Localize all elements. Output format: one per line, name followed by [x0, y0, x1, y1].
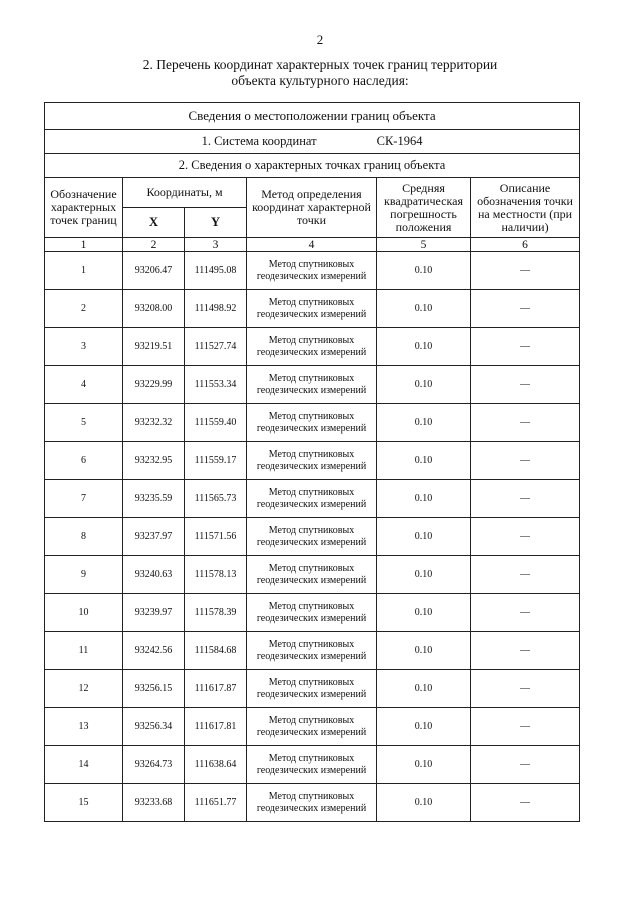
cell-point: 5 — [45, 404, 123, 442]
table-row — [45, 746, 580, 784]
col-header-error: Средняя квадратическая погрешность положения — [377, 178, 471, 238]
cell-description: — — [471, 328, 580, 366]
cell-error: 0.10 — [377, 518, 471, 556]
cell-x: 93232.32 — [123, 404, 185, 442]
cell-description: — — [471, 670, 580, 708]
table-row — [45, 784, 580, 822]
cell-error: 0.10 — [377, 442, 471, 480]
table-header-info: Сведения о местоположении границ объекта — [45, 103, 580, 130]
col-header-description: Описание обозначения точки на местности (при наличии) — [471, 178, 580, 238]
cell-x: 93229.99 — [123, 366, 185, 404]
col-number-4: 4 — [247, 238, 377, 252]
cell-method: Метод спутниковых геодезических измерений — [247, 632, 377, 670]
cell-error: 0.10 — [377, 328, 471, 366]
cell-point: 13 — [45, 708, 123, 746]
cell-x: 93256.34 — [123, 708, 185, 746]
table-row — [45, 404, 580, 442]
col-number-3: 3 — [185, 238, 247, 252]
cell-point: 11 — [45, 632, 123, 670]
cell-point: 4 — [45, 366, 123, 404]
coordinate-system-label: 1. Система координат — [201, 134, 317, 148]
cell-method: Метод спутниковых геодезических измерений — [247, 328, 377, 366]
cell-description: — — [471, 252, 580, 290]
cell-method: Метод спутниковых геодезических измерений — [247, 480, 377, 518]
cell-error: 0.10 — [377, 252, 471, 290]
coordinate-system-value: СК-1964 — [376, 134, 423, 148]
table-row — [45, 670, 580, 708]
document-title — [90, 57, 550, 89]
table-row — [45, 518, 580, 556]
cell-description: — — [471, 632, 580, 670]
col-header-coords: Координаты, м — [123, 178, 247, 208]
cell-method: Метод спутниковых геодезических измерений — [247, 594, 377, 632]
cell-x: 93242.56 — [123, 632, 185, 670]
cell-point: 6 — [45, 442, 123, 480]
coordinate-system-row — [45, 130, 580, 154]
table-row — [45, 442, 580, 480]
cell-error: 0.10 — [377, 708, 471, 746]
cell-y: 111527.74 — [185, 328, 247, 366]
cell-description: — — [471, 480, 580, 518]
table-row — [45, 252, 580, 290]
cell-description: — — [471, 746, 580, 784]
cell-method: Метод спутниковых геодезических измерений — [247, 670, 377, 708]
cell-point: 15 — [45, 784, 123, 822]
cell-description: — — [471, 594, 580, 632]
table-row — [45, 480, 580, 518]
cell-y: 111617.81 — [185, 708, 247, 746]
cell-error: 0.10 — [377, 366, 471, 404]
cell-description: — — [471, 556, 580, 594]
cell-y: 111495.08 — [185, 252, 247, 290]
cell-point: 1 — [45, 252, 123, 290]
cell-error: 0.10 — [377, 632, 471, 670]
cell-method: Метод спутниковых геодезических измерений — [247, 442, 377, 480]
cell-x: 93232.95 — [123, 442, 185, 480]
cell-point: 7 — [45, 480, 123, 518]
cell-x: 93219.51 — [123, 328, 185, 366]
cell-error: 0.10 — [377, 480, 471, 518]
cell-method: Метод спутниковых геодезических измерений — [247, 784, 377, 822]
cell-method: Метод спутниковых геодезических измерений — [247, 404, 377, 442]
table-row — [45, 708, 580, 746]
cell-description: — — [471, 784, 580, 822]
cell-method: Метод спутниковых геодезических измерений — [247, 290, 377, 328]
cell-x: 93240.63 — [123, 556, 185, 594]
cell-y: 111571.56 — [185, 518, 247, 556]
coordinates-table — [44, 102, 580, 822]
cell-x: 93256.15 — [123, 670, 185, 708]
cell-error: 0.10 — [377, 404, 471, 442]
cell-point: 3 — [45, 328, 123, 366]
cell-point: 8 — [45, 518, 123, 556]
cell-method: Метод спутниковых геодезических измерений — [247, 746, 377, 784]
cell-error: 0.10 — [377, 784, 471, 822]
cell-y: 111553.34 — [185, 366, 247, 404]
cell-method: Метод спутниковых геодезических измерений — [247, 252, 377, 290]
cell-method: Метод спутниковых геодезических измерений — [247, 556, 377, 594]
table-row — [45, 366, 580, 404]
cell-y: 111565.73 — [185, 480, 247, 518]
col-header-method: Метод определения координат характерной точки — [247, 178, 377, 238]
title-line-1: 2. Перечень координат характерных точек границ территории — [142, 57, 498, 72]
cell-error: 0.10 — [377, 290, 471, 328]
cell-point: 9 — [45, 556, 123, 594]
cell-x: 93239.97 — [123, 594, 185, 632]
table-row — [45, 594, 580, 632]
cell-x: 93208.00 — [123, 290, 185, 328]
cell-error: 0.10 — [377, 670, 471, 708]
col-number-6: 6 — [471, 238, 580, 252]
col-header-point: Обозначение характерных точек границ — [45, 178, 123, 238]
page-number: 2 — [316, 32, 324, 47]
cell-y: 111559.17 — [185, 442, 247, 480]
cell-point: 12 — [45, 670, 123, 708]
table-row — [45, 556, 580, 594]
cell-error: 0.10 — [377, 556, 471, 594]
cell-point: 2 — [45, 290, 123, 328]
cell-description: — — [471, 442, 580, 480]
title-line-2: объекта культурного наследия: — [231, 73, 409, 88]
cell-method: Метод спутниковых геодезических измерений — [247, 708, 377, 746]
cell-description: — — [471, 518, 580, 556]
table-row — [45, 290, 580, 328]
cell-method: Метод спутниковых геодезических измерений — [247, 366, 377, 404]
col-number-2: 2 — [123, 238, 185, 252]
cell-x: 93264.73 — [123, 746, 185, 784]
cell-x: 93237.97 — [123, 518, 185, 556]
cell-method: Метод спутниковых геодезических измерений — [247, 518, 377, 556]
cell-point: 14 — [45, 746, 123, 784]
cell-y: 111638.64 — [185, 746, 247, 784]
col-header-x: X — [123, 208, 185, 238]
cell-y: 111578.13 — [185, 556, 247, 594]
cell-error: 0.10 — [377, 746, 471, 784]
table-row — [45, 632, 580, 670]
cell-x: 93233.68 — [123, 784, 185, 822]
cell-y: 111617.87 — [185, 670, 247, 708]
cell-y: 111651.77 — [185, 784, 247, 822]
cell-x: 93235.59 — [123, 480, 185, 518]
col-number-5: 5 — [377, 238, 471, 252]
cell-description: — — [471, 366, 580, 404]
cell-x: 93206.47 — [123, 252, 185, 290]
table-row — [45, 328, 580, 366]
cell-y: 111559.40 — [185, 404, 247, 442]
cell-description: — — [471, 290, 580, 328]
col-number-1: 1 — [45, 238, 123, 252]
cell-description: — — [471, 404, 580, 442]
cell-y: 111498.92 — [185, 290, 247, 328]
col-header-y: Y — [185, 208, 247, 238]
cell-error: 0.10 — [377, 594, 471, 632]
cell-description: — — [471, 708, 580, 746]
cell-y: 111584.68 — [185, 632, 247, 670]
section2-label: 2. Сведения о характерных точках границ объекта — [45, 154, 580, 178]
cell-point: 10 — [45, 594, 123, 632]
cell-y: 111578.39 — [185, 594, 247, 632]
